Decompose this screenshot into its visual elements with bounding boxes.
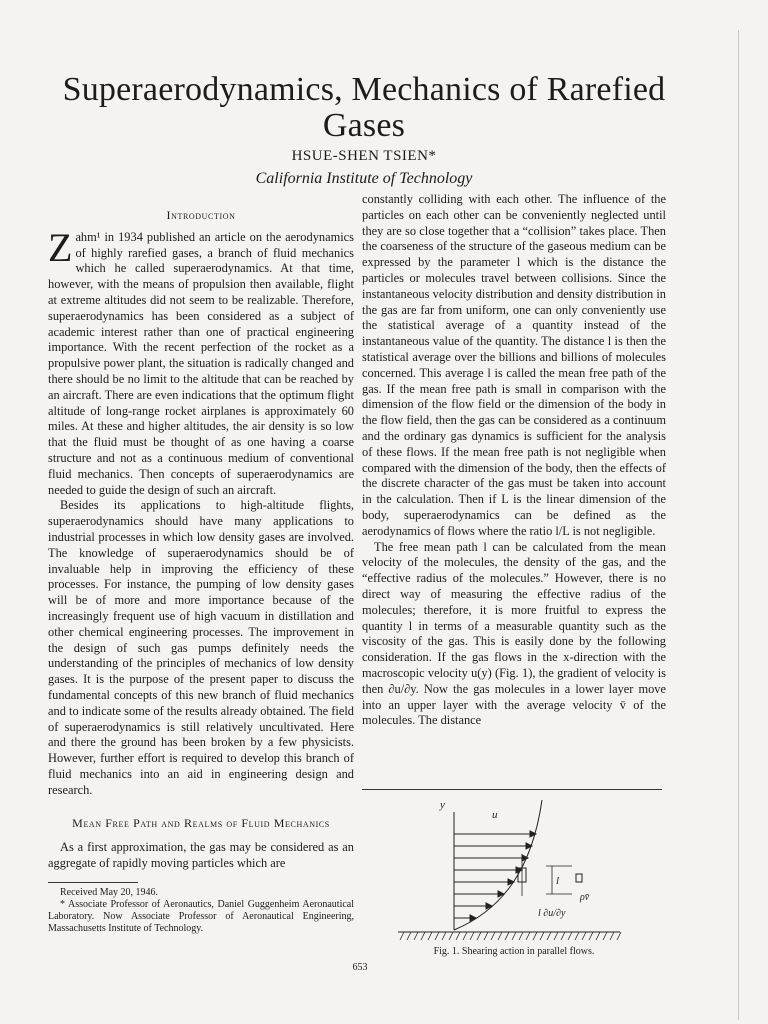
author-name: HSUE-SHEN TSIEN* — [291, 148, 437, 164]
u-label: u — [492, 809, 498, 821]
velocity-profile-curve — [454, 800, 542, 930]
right-paragraph-2: The free mean path l can be calculated from the mean velocity of the molecules, the density of the gas, and the “effective radius of the molecules.” However, there is no direct way of measuring the effective radius of the molecules; therefore, it is more fruitful to express the quantity l in terms of a measurable quantity such as the viscosity of the gas. This is easily done by the following consideration. If the gas flows in the x-direction with the macroscopic velocity u(y) (Fig. 1), the gradient of velocity is then ∂u/∂y. Now the gas molecules in a lower layer move into an upper layer with the average velocity v̄ of the molecules. The distance — [362, 539, 666, 728]
figure-caption: Fig. 1. Shearing action in parallel flows. — [433, 946, 595, 957]
author-affiliation: California Institute of Technology — [255, 170, 473, 187]
figure-1-shear-flow — [362, 790, 666, 960]
drop-cap: Z — [48, 224, 73, 270]
left-column — [48, 208, 354, 935]
title-line-2: Gases — [322, 107, 406, 144]
velocity-arrows — [454, 831, 536, 921]
paper-title — [40, 72, 688, 144]
introduction-heading: Introduction — [166, 208, 236, 222]
right-column — [362, 192, 666, 729]
wall-hatching — [400, 932, 621, 940]
footnote-received: Received May 20, 1946. — [60, 886, 159, 898]
page-edge-line — [738, 30, 739, 1020]
footnote-author: * Associate Professor of Aeronautics, Daniel Guggenheim Aeronautical Laboratory. Now Associate Professor of Aeronautical Engineering, Massachusetts Institute of Technology. — [48, 898, 354, 934]
section-heading-mean-free-path: Mean Free Path and Realms of Fluid Mechanics — [72, 816, 330, 831]
section2-paragraph: As a first approximation, the gas may be considered as an aggregate of rapidly moving particles which are — [48, 840, 354, 871]
intro-paragraph-1 — [48, 224, 354, 499]
intro-paragraph-2: Besides its applications to high-altitude flights, superaerodynamics should have many applications to industrial processes in which low density gases are involved. The knowledge of superaerodynamics should be of invaluable help in improving the efficiency of these processes. For instance, the pumping of low density gases will be of more and more importance because of the increasingly frequent use of high vacuum in distillation and other chemical engineering processes. The improvement in the design of such gas pumps definitely needs the understanding of the principles of mechanics of low density gases. It is the purpose of the present paper to discuss the fundamental concepts of this new branch of fluid mechanics and to indicate some of the results already obtained. The field of superaerodynamics is still relatively uncultivated. Here and there the ground has been broken by a few physicists. However, further effort is required to develop this branch of fluid mechanics into an aid in engineering design and research. — [48, 498, 354, 797]
right-paragraph-1: constantly colliding with each other. The influence of the particles on each other can be conveniently neglected until they are so close together that a “collision” takes place. Then the coarseness of the structure of the gaseous medium can be expressed by the parameter l which is the distance the particles or molecules travel between collisions. Since the instantaneous velocity distribution and density distribution in the gas are far from uniform, one can only conveniently use the statistical average of a quantity instead of the instantaneous value of the quantity. The distance l is then the statistical average over the billions and billions of molecules concerned. This average l is called the mean free path of the gas. If the mean free path is small in comparison with the dimension of the flow field or the dimension of the body in the flow field, then the gas can be considered as a continuum and the ordinary gas dynamics is sufficient for the analysis of these flows. If the mean free path is not negligible when compared with the dimension of the body, then the effects of the discrete character of the gas must be taken into account in the calculation. Then if L is the linear dimension of the body, superaerodynamics can be defined as the aerodynamics of flows where the ratio l/L is not negligible. — [362, 192, 666, 538]
rho-v-label: ρv̄ — [580, 892, 590, 903]
gradient-label: l ∂u/∂y — [538, 908, 566, 919]
footnote-rule — [48, 882, 138, 883]
page-number: 653 — [352, 962, 368, 973]
y-axis-label: y — [440, 799, 445, 811]
l-label: l — [556, 875, 560, 887]
title-line-1: Superaerodynamics, Mechanics of Rarefied — [62, 71, 666, 108]
intro-paragraph-1-text: ahm¹ in 1934 published an article on the aerodynamics of highly rarefied gases, a branch of fluid mechanics which he called superaerodynamics. At that time, however, with the means of propulsion then available, flight at extreme altitudes did not seem to be realizable. Therefore, superaerodynamics has been considered as a subject of academic interest rather than one of practical engineering importance. With the recent perfection of the rocket as a propulsive power plant, the situation is radically changed and there should be no limit to the altitude that can be reached by an aircraft. There are even indications that the optimum flight altitude of long-range rocket airplanes is approximately 60 miles. At these and higher altitudes, the air density is so low that the fluid must be thought of as one having a coarse structure and not as a continuous medium of conventional fluid mechanics. Then concepts of superaerodynamics are needed to guide the design of such an aircraft. — [48, 229, 354, 497]
